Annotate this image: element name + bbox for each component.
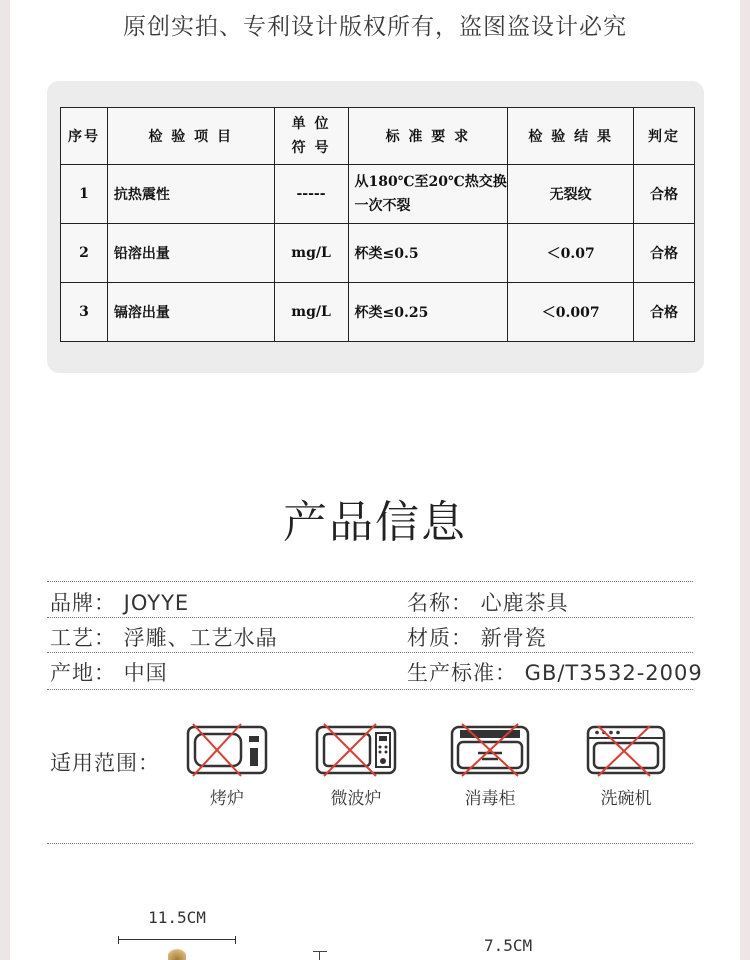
appliance-name: 消毒柜 [464,789,516,809]
table-row [61,283,695,342]
row-standard: 杯类≤0.5 [348,224,508,283]
row-item: 抗热震性 [107,165,274,224]
header-unit-line1: 单 位 [291,116,331,132]
header-unit [274,108,348,165]
row-verdict: 合格 [634,165,695,224]
table-row [61,165,695,224]
divider [47,689,693,690]
oven-crossed-icon [185,722,269,778]
divider [47,581,693,582]
divider [47,617,693,618]
page-frame-left [0,0,10,960]
row-result: 无裂纹 [508,165,634,224]
appliance-name: 烤炉 [210,789,244,809]
header-unit-line2: 符 号 [291,140,331,156]
divider [47,652,693,653]
cup-ornament [168,946,186,960]
usage-label: 适用范围： [50,751,160,775]
product-name: 名称： 心鹿茶具 [407,591,569,615]
product-craft: 工艺： 浮雕、工艺水晶 [50,626,278,650]
inspection-table [60,107,695,342]
appliance-name: 微波炉 [330,789,382,809]
divider [47,843,693,844]
header-result: 检 验 结 果 [508,108,634,165]
header-no: 序号 [61,108,108,165]
product-standard: 生产标准： GB/T3532-2009 [407,661,703,685]
row-verdict: 合格 [634,224,695,283]
dishwasher-crossed-icon [584,722,668,778]
row-unit: ----- [274,165,348,224]
row-standard-line2: 一次不裂 [354,198,411,214]
info-row-craft-material [50,622,710,652]
appliance-microwave [306,722,406,809]
appliance-disinfection-cabinet [440,722,540,809]
row-result: ＜0.007 [508,283,634,342]
section-title-product-info: 产品信息 [283,497,467,548]
appliance-name: 洗碗机 [600,789,652,809]
dimension-width-line [118,936,236,944]
appliance-oven [177,722,277,809]
row-standard: 杯类≤0.25 [348,283,508,342]
row-verdict: 合格 [634,283,695,342]
page-frame-right [740,0,750,960]
header-item: 检 验 项 目 [107,108,274,165]
row-item: 铅溶出量 [107,224,274,283]
row-standard [348,165,508,224]
copyright-notice: 原创实拍、专利设计版权所有，盗图盗设计必究 [123,14,627,40]
table-header-row [61,108,695,165]
dimension-height-label: 7.5CM [484,936,533,955]
row-unit: mg/L [274,224,348,283]
header-verdict: 判定 [634,108,695,165]
disinfection-cabinet-crossed-icon [448,722,532,778]
product-origin: 产地： 中国 [50,661,168,685]
row-result: ＜0.07 [508,224,634,283]
product-brand: 品牌： JOYYE [50,591,190,615]
row-unit: mg/L [274,283,348,342]
info-row-origin-standard [50,657,710,687]
info-row-brand-name [50,587,710,617]
dimension-width-label: 11.5CM [148,908,206,927]
row-no: 2 [61,224,108,283]
microwave-crossed-icon [314,722,398,778]
row-standard-line1: 从180℃至20℃热交换 [354,174,507,190]
row-no: 3 [61,283,108,342]
row-item: 镉溶出量 [107,283,274,342]
appliance-dishwasher [576,722,676,809]
row-no: 1 [61,165,108,224]
product-material: 材质： 新骨瓷 [407,626,547,650]
table-row [61,224,695,283]
dimension-height-tick [313,951,327,960]
header-standard: 标 准 要 求 [348,108,508,165]
